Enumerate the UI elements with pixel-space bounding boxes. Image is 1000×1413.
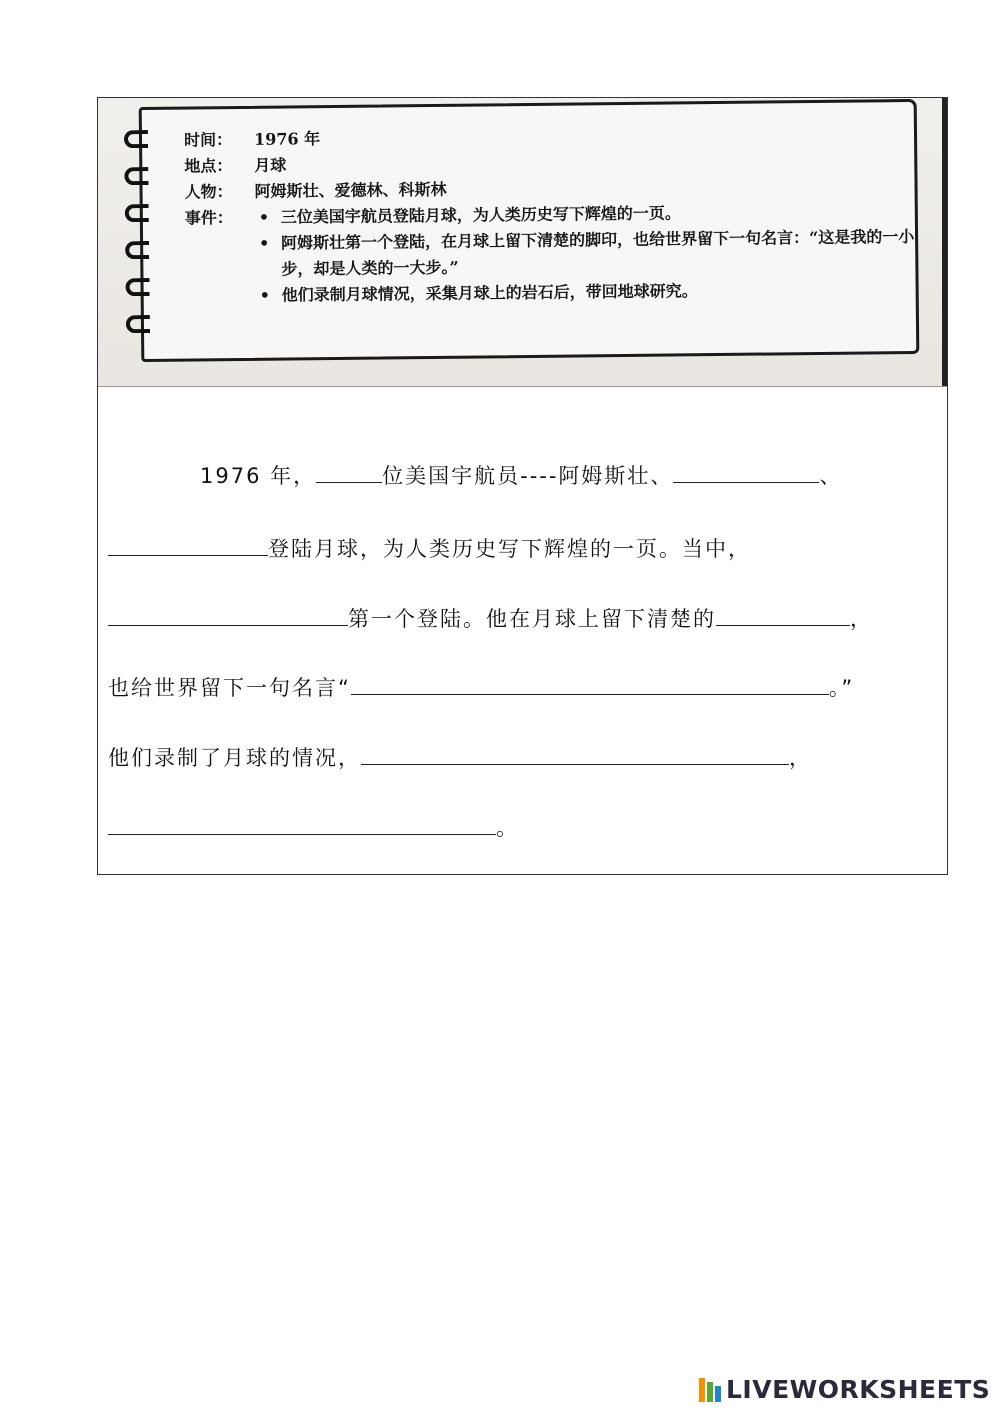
event-label: 事件： bbox=[184, 208, 233, 228]
text-segment: 第一个登陆。他在月球上留下清楚的 bbox=[348, 607, 716, 631]
liveworksheets-logo bbox=[699, 1375, 990, 1404]
text-segment: ， bbox=[850, 607, 873, 631]
text-segment: 他们录制了月球的情况， bbox=[108, 746, 361, 770]
text-segment: 也给世界留下一句名言“ bbox=[108, 676, 351, 700]
text-segment: 。” bbox=[828, 676, 855, 700]
exercise-line-4 bbox=[108, 672, 928, 702]
exercise-line-1 bbox=[200, 460, 1000, 490]
time-value: 1976 年 bbox=[253, 129, 321, 149]
logo-icon bbox=[699, 1378, 723, 1402]
exercise-line-5 bbox=[108, 742, 928, 772]
event-item: • 三位美国宇航员登陆月球，为人类历史写下辉煌的一页。 bbox=[255, 198, 921, 231]
text-segment: ， bbox=[789, 746, 812, 770]
text-segment: 1976 年， bbox=[200, 464, 317, 488]
exercise-line-6 bbox=[108, 812, 928, 842]
text-segment: 。 bbox=[496, 816, 519, 840]
blank-activity-1[interactable] bbox=[361, 744, 789, 765]
blank-first-lander[interactable] bbox=[108, 605, 348, 626]
blank-count[interactable] bbox=[316, 462, 382, 483]
time-label: 时间： bbox=[183, 130, 233, 150]
text-segment: 位美国宇航员----阿姆斯壮、 bbox=[382, 464, 674, 488]
blank-activity-2[interactable] bbox=[108, 814, 496, 835]
people-label: 人物： bbox=[184, 182, 233, 202]
exercise-line-3 bbox=[108, 603, 928, 633]
blank-footprint[interactable] bbox=[716, 605, 850, 626]
exercise-line-2 bbox=[108, 533, 928, 563]
place-value: 月球 bbox=[254, 155, 287, 175]
blank-astronaut-3[interactable] bbox=[108, 535, 268, 556]
logo-text: LIVEWORKSHEETS bbox=[726, 1375, 991, 1404]
place-label: 地点： bbox=[184, 156, 233, 176]
people-value: 阿姆斯壮、爱德林、科斯林 bbox=[254, 179, 447, 201]
text-segment: 、 bbox=[819, 464, 843, 488]
blank-astronaut-2[interactable] bbox=[673, 462, 819, 483]
text-segment: 登陆月球，为人类历史写下辉煌的一页。当中， bbox=[268, 537, 751, 561]
blank-quote[interactable] bbox=[351, 674, 829, 695]
event-item: • 阿姆斯壮第一个登陆，在月球上留下清楚的脚印，也给世界留下一句名言：“这是我的一小步，却是人类的一大步。” bbox=[255, 224, 922, 283]
event-item: • 他们录制月球情况，采集月球上的岩石后，带回地球研究。 bbox=[256, 276, 922, 309]
